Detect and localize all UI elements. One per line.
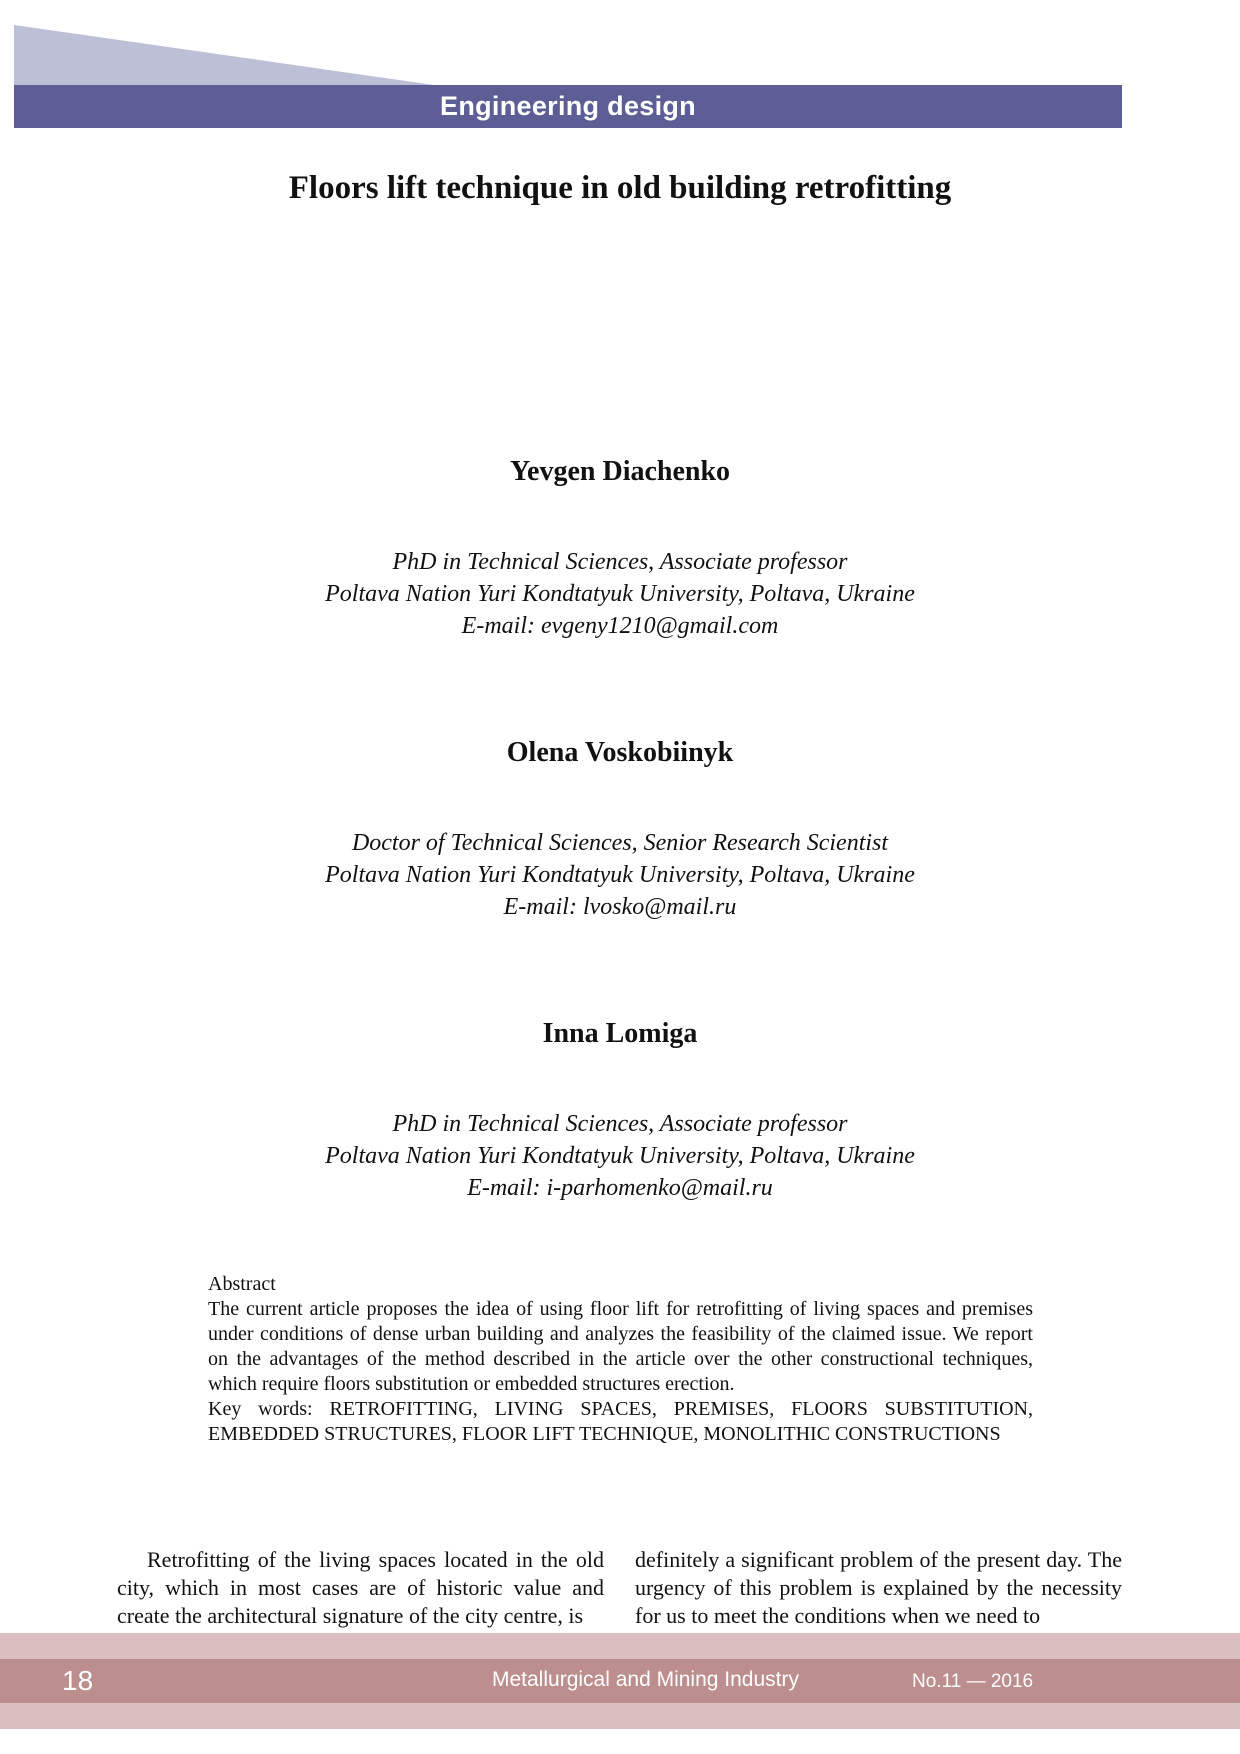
abstract-text: The current article proposes the idea of using floor lift for retrofitting of living spaces and premises under conditions of dense urban building and analyzes the feasibility of the claimed issue. We report on the advantages of the method described in the article over the other constructional techniques, which require floors substitution or embedded structures erection.: [208, 1298, 1033, 1395]
author-position: Doctor of Technical Sciences, Senior Research Scientist: [351, 830, 889, 856]
author-info: [0, 1108, 1240, 1204]
author-block: [0, 1018, 1240, 1204]
paper-title: Floors lift technique in old building retrofitting: [288, 170, 952, 206]
author-name: Yevgen Diachenko: [509, 456, 731, 487]
body-paragraph: Retrofitting of the living spaces located in the old city, which in most cases are of historic value and create the architectural signature of the city centre, is: [117, 1547, 604, 1628]
issue-number: No.11 — 2016: [912, 1671, 1034, 1692]
journal-name: Metallurgical and Mining Industry: [492, 1668, 799, 1691]
author-affiliation: Poltava Nation Yuri Kondtatyuk University, Poltava, Ukraine: [325, 862, 915, 888]
keywords: Key words: RETROFITTING, LIVING SPACES, PREMISES, FLOORS SUBSTITUTION, EMBEDDED STRUCTURES, FLOOR LIFT TECHNIQUE, MONOLITHIC CONSTRUCTIONS: [208, 1398, 1033, 1445]
section-header-bar: [14, 85, 1122, 128]
author-info: [0, 827, 1240, 923]
abstract-heading: Abstract: [208, 1273, 276, 1295]
author-email: E-mail: evgeny1210@gmail.com: [461, 613, 779, 639]
footer-band-bottom: [0, 1703, 1240, 1729]
author-block: [0, 456, 1240, 642]
author-block: [0, 737, 1240, 923]
author-info: [0, 546, 1240, 642]
footer-band-top: [0, 1633, 1240, 1659]
author-position: PhD in Technical Sciences, Associate professor: [392, 1111, 848, 1137]
header-decoration: [14, 25, 434, 85]
author-affiliation: Poltava Nation Yuri Kondtatyuk University, Poltava, Ukraine: [325, 581, 915, 607]
abstract: [208, 1272, 1033, 1447]
author-email: E-mail: i-parhomenko@mail.ru: [467, 1175, 773, 1201]
body-column-left: [117, 1546, 604, 1630]
footer-band: [0, 1659, 1240, 1703]
author-name: Inna Lomiga: [542, 1018, 698, 1049]
author-email: E-mail: lvosko@mail.ru: [503, 894, 737, 920]
page-number: 18: [62, 1665, 94, 1696]
body-paragraph: definitely a significant problem of the present day. The urgency of this problem is explained by the necessity for us to meet the conditions when we need to: [635, 1547, 1122, 1628]
author-name: Olena Voskobiinyk: [506, 737, 734, 768]
author-affiliation: Poltava Nation Yuri Kondtatyuk University, Poltava, Ukraine: [325, 1143, 915, 1169]
author-position: PhD in Technical Sciences, Associate professor: [392, 549, 848, 575]
section-label: Engineering design: [440, 91, 696, 121]
body-column-right: [635, 1546, 1122, 1630]
